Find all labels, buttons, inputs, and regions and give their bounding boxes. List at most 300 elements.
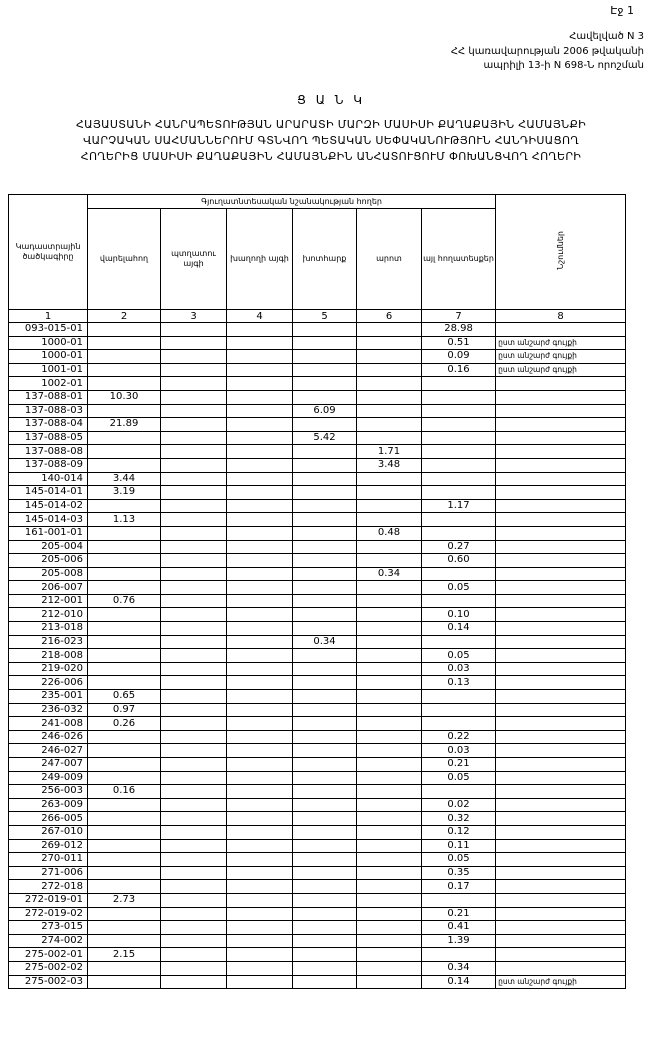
hayfield-cell [293, 513, 357, 527]
note-cell [496, 690, 626, 704]
orchard-cell [161, 703, 227, 717]
other-land-cell: 0.05 [422, 649, 496, 663]
hayfield-cell [293, 758, 357, 772]
other-land-cell: 0.11 [422, 839, 496, 853]
arable-cell [88, 730, 161, 744]
title-line-3: ՀՈՂԵՐԻՑ ՄԱՍԻՍԻ ՔԱՂԱՔԱՅԻՆ ՀԱՄԱՅՆՔԻՆ ԱՆՀԱՏՈՒՑՈՒՄ ՓՈԽԱՆՑՎՈՂ ՀՈՂԵՐԻ [80, 150, 582, 163]
other-land-cell [422, 893, 496, 907]
hayfield-cell [293, 554, 357, 568]
other-land-cell: 0.03 [422, 744, 496, 758]
table-row [9, 703, 626, 717]
pasture-cell: 0.34 [357, 567, 422, 581]
vineyard-cell [227, 975, 293, 989]
other-land-cell: 0.41 [422, 921, 496, 935]
pasture-cell [357, 744, 422, 758]
cadastral-code-cell: 256-003 [9, 785, 88, 799]
hayfield-cell [293, 567, 357, 581]
table-row [9, 622, 626, 636]
orchard-cell [161, 526, 227, 540]
other-land-cell [422, 404, 496, 418]
orchard-cell [161, 798, 227, 812]
orchard-cell [161, 825, 227, 839]
vineyard-cell [227, 662, 293, 676]
hayfield-cell [293, 377, 357, 391]
arable-cell [88, 853, 161, 867]
vineyard-cell [227, 853, 293, 867]
hayfield-cell [293, 594, 357, 608]
pasture-cell [357, 934, 422, 948]
arable-cell: 0.76 [88, 594, 161, 608]
orchard-cell [161, 323, 227, 337]
cadastral-code-cell: 226-006 [9, 676, 88, 690]
hayfield-cell [293, 717, 357, 731]
other-land-cell [422, 635, 496, 649]
note-cell: ըստ անշարժ գույքի [496, 975, 626, 989]
pasture-cell [357, 758, 422, 772]
table-row [9, 513, 626, 527]
arable-cell [88, 961, 161, 975]
orchard-cell [161, 758, 227, 772]
orchard-cell [161, 676, 227, 690]
pasture-cell [357, 499, 422, 513]
table-row [9, 350, 626, 364]
note-cell [496, 921, 626, 935]
vineyard-cell [227, 934, 293, 948]
note-cell [496, 839, 626, 853]
note-cell [496, 404, 626, 418]
cadastral-code-cell: 272-018 [9, 880, 88, 894]
arable-cell: 0.16 [88, 785, 161, 799]
hayfield-cell [293, 418, 357, 432]
note-cell [496, 567, 626, 581]
vineyard-cell [227, 390, 293, 404]
header-arable: վարելահող [88, 209, 161, 310]
note-cell [496, 499, 626, 513]
other-land-cell [422, 703, 496, 717]
note-cell [496, 418, 626, 432]
note-cell [496, 825, 626, 839]
vineyard-cell [227, 622, 293, 636]
header-notes-label: Նշումներ [555, 231, 565, 270]
arable-cell [88, 540, 161, 554]
table-row [9, 418, 626, 432]
table-row [9, 771, 626, 785]
pasture-cell [357, 676, 422, 690]
col-number: 5 [293, 310, 357, 323]
pasture-cell [357, 690, 422, 704]
hayfield-cell [293, 390, 357, 404]
hayfield-cell [293, 499, 357, 513]
arable-cell: 0.97 [88, 703, 161, 717]
orchard-cell [161, 785, 227, 799]
other-land-cell [422, 431, 496, 445]
other-land-cell [422, 948, 496, 962]
table-row [9, 676, 626, 690]
note-cell [496, 758, 626, 772]
pasture-cell [357, 812, 422, 826]
orchard-cell [161, 880, 227, 894]
table-row [9, 812, 626, 826]
table-row [9, 839, 626, 853]
note-cell [496, 513, 626, 527]
cadastral-code-cell: 205-008 [9, 567, 88, 581]
table-row [9, 853, 626, 867]
pasture-cell [357, 825, 422, 839]
cadastral-code-cell: 1001-01 [9, 363, 88, 377]
orchard-cell [161, 431, 227, 445]
vineyard-cell [227, 676, 293, 690]
arable-cell [88, 649, 161, 663]
other-land-cell [422, 458, 496, 472]
orchard-cell [161, 635, 227, 649]
cadastral-code-cell: 137-088-03 [9, 404, 88, 418]
note-cell [496, 785, 626, 799]
pasture-cell [357, 785, 422, 799]
orchard-cell [161, 921, 227, 935]
hayfield-cell [293, 608, 357, 622]
other-land-cell [422, 594, 496, 608]
vineyard-cell [227, 880, 293, 894]
hayfield-cell [293, 798, 357, 812]
vineyard-cell [227, 703, 293, 717]
arable-cell [88, 323, 161, 337]
col-number: 1 [9, 310, 88, 323]
orchard-cell [161, 486, 227, 500]
orchard-cell [161, 390, 227, 404]
cadastral-code-cell: 249-009 [9, 771, 88, 785]
orchard-cell [161, 839, 227, 853]
table-row [9, 758, 626, 772]
table-row [9, 431, 626, 445]
hayfield-cell [293, 785, 357, 799]
arable-cell [88, 336, 161, 350]
pasture-cell [357, 907, 422, 921]
pasture-cell [357, 839, 422, 853]
orchard-cell [161, 418, 227, 432]
cadastral-code-cell: 1000-01 [9, 336, 88, 350]
table-row [9, 363, 626, 377]
table-row [9, 567, 626, 581]
cadastral-code-cell: 272-019-02 [9, 907, 88, 921]
other-land-cell [422, 472, 496, 486]
cadastral-code-cell: 273-015 [9, 921, 88, 935]
table-row [9, 662, 626, 676]
cadastral-code-cell: 205-004 [9, 540, 88, 554]
other-land-cell: 0.12 [422, 825, 496, 839]
other-land-cell: 0.17 [422, 880, 496, 894]
vineyard-cell [227, 363, 293, 377]
vineyard-cell [227, 961, 293, 975]
hayfield-cell [293, 581, 357, 595]
hayfield-cell: 5.42 [293, 431, 357, 445]
note-cell [496, 961, 626, 975]
orchard-cell [161, 404, 227, 418]
arable-cell [88, 404, 161, 418]
orchard-cell [161, 812, 227, 826]
orchard-cell [161, 458, 227, 472]
hayfield-cell [293, 839, 357, 853]
table-row [9, 499, 626, 513]
vineyard-cell [227, 486, 293, 500]
arable-cell: 2.15 [88, 948, 161, 962]
arable-cell [88, 635, 161, 649]
land-table [8, 194, 626, 989]
vineyard-cell [227, 554, 293, 568]
note-cell [496, 594, 626, 608]
note-cell [496, 635, 626, 649]
table-row [9, 594, 626, 608]
pasture-cell [357, 513, 422, 527]
pasture-cell [357, 431, 422, 445]
table-row [9, 323, 626, 337]
pasture-cell [357, 703, 422, 717]
cadastral-code-cell: 137-088-08 [9, 445, 88, 459]
other-land-cell: 0.22 [422, 730, 496, 744]
hayfield-cell: 6.09 [293, 404, 357, 418]
hayfield-cell [293, 363, 357, 377]
cadastral-code-cell: 093-015-01 [9, 323, 88, 337]
orchard-cell [161, 690, 227, 704]
vineyard-cell [227, 717, 293, 731]
vineyard-cell [227, 948, 293, 962]
cadastral-code-cell: 236-032 [9, 703, 88, 717]
arable-cell [88, 554, 161, 568]
note-cell [496, 486, 626, 500]
pasture-cell [357, 472, 422, 486]
cadastral-code-cell: 246-026 [9, 730, 88, 744]
cadastral-code-cell: 247-007 [9, 758, 88, 772]
note-cell [496, 771, 626, 785]
vineyard-cell [227, 350, 293, 364]
vineyard-cell [227, 499, 293, 513]
header-vineyard: խաղողի այգի [227, 209, 293, 310]
note-cell [496, 703, 626, 717]
table-row [9, 608, 626, 622]
appendix-label: Հավելված N 3 [569, 31, 644, 42]
page-number: Էջ 1 [610, 4, 634, 17]
cadastral-code-cell: 161-001-01 [9, 526, 88, 540]
table-row [9, 730, 626, 744]
table-row [9, 486, 626, 500]
table-row [9, 934, 626, 948]
vineyard-cell [227, 730, 293, 744]
pasture-cell [357, 717, 422, 731]
cadastral-code-cell: 145-014-02 [9, 499, 88, 513]
pasture-cell: 0.48 [357, 526, 422, 540]
title-line-1: ՀԱՅԱՍՏԱՆԻ ՀԱՆՐԱՊԵՏՈՒԹՅԱՆ ԱՐԱՐԱՏԻ ՄԱՐԶԻ ՄԱՍԻՍԻ ՔԱՂԱՔԱՅԻՆ ՀԱՄԱՅՆՔԻ [75, 118, 587, 131]
table-row [9, 921, 626, 935]
hayfield-cell [293, 526, 357, 540]
table-row [9, 948, 626, 962]
arable-cell [88, 377, 161, 391]
note-cell [496, 649, 626, 663]
other-land-cell [422, 690, 496, 704]
other-land-cell [422, 526, 496, 540]
table-row [9, 961, 626, 975]
pasture-cell [357, 893, 422, 907]
table-row [9, 635, 626, 649]
other-land-cell [422, 390, 496, 404]
table-row [9, 526, 626, 540]
cadastral-code-cell: 137-088-09 [9, 458, 88, 472]
table-row [9, 445, 626, 459]
arable-cell [88, 445, 161, 459]
note-cell [496, 431, 626, 445]
vineyard-cell [227, 336, 293, 350]
orchard-cell [161, 744, 227, 758]
cadastral-code-cell: 137-088-05 [9, 431, 88, 445]
arable-cell [88, 581, 161, 595]
orchard-cell [161, 662, 227, 676]
hayfield-cell [293, 662, 357, 676]
arable-cell [88, 839, 161, 853]
pasture-cell [357, 771, 422, 785]
vineyard-cell [227, 635, 293, 649]
hayfield-cell [293, 771, 357, 785]
other-land-cell: 1.39 [422, 934, 496, 948]
other-land-cell: 0.35 [422, 866, 496, 880]
pasture-cell [357, 594, 422, 608]
cadastral-code-cell: 213-018 [9, 622, 88, 636]
other-land-cell [422, 486, 496, 500]
cadastral-code-cell: 267-010 [9, 825, 88, 839]
orchard-cell [161, 445, 227, 459]
other-land-cell: 0.60 [422, 554, 496, 568]
note-cell [496, 472, 626, 486]
other-land-cell: 0.14 [422, 975, 496, 989]
arable-cell [88, 676, 161, 690]
arable-cell [88, 798, 161, 812]
pasture-cell [357, 798, 422, 812]
decision-line-1: ՀՀ կառավարության 2006 թվականի [450, 46, 644, 57]
col-number: 8 [496, 310, 626, 323]
arable-cell [88, 458, 161, 472]
arable-cell [88, 771, 161, 785]
pasture-cell [357, 608, 422, 622]
hayfield-cell [293, 703, 357, 717]
cadastral-code-cell: 1002-01 [9, 377, 88, 391]
other-land-cell: 0.05 [422, 771, 496, 785]
cadastral-code-cell: 241-008 [9, 717, 88, 731]
cadastral-code-cell: 219-020 [9, 662, 88, 676]
hayfield-cell [293, 445, 357, 459]
note-cell [496, 676, 626, 690]
cadastral-code-cell: 246-027 [9, 744, 88, 758]
table-row [9, 785, 626, 799]
table-row [9, 472, 626, 486]
arable-cell [88, 907, 161, 921]
hayfield-cell [293, 893, 357, 907]
arable-cell [88, 880, 161, 894]
cadastral-code-cell: 272-019-01 [9, 893, 88, 907]
other-land-cell: 0.27 [422, 540, 496, 554]
note-cell [496, 323, 626, 337]
arable-cell [88, 758, 161, 772]
other-land-cell: 0.32 [422, 812, 496, 826]
orchard-cell [161, 948, 227, 962]
table-row [9, 581, 626, 595]
note-cell [496, 812, 626, 826]
table-row [9, 336, 626, 350]
note-cell [496, 948, 626, 962]
arable-cell [88, 363, 161, 377]
note-cell [496, 934, 626, 948]
pasture-cell [357, 866, 422, 880]
arable-cell [88, 567, 161, 581]
vineyard-cell [227, 839, 293, 853]
note-cell [496, 622, 626, 636]
cadastral-code-cell: 137-088-04 [9, 418, 88, 432]
vineyard-cell [227, 893, 293, 907]
pasture-cell [357, 554, 422, 568]
hayfield-cell [293, 934, 357, 948]
col-number: 3 [161, 310, 227, 323]
pasture-cell [357, 961, 422, 975]
arable-cell: 10.30 [88, 390, 161, 404]
other-land-cell: 0.02 [422, 798, 496, 812]
other-land-cell: 0.21 [422, 758, 496, 772]
orchard-cell [161, 336, 227, 350]
header-cadastral-code: Կադաստրային ծածկագիրը [9, 195, 88, 310]
header-agricultural-land: Գյուղատնտեսական նշանակության հողեր [88, 195, 496, 209]
pasture-cell [357, 404, 422, 418]
note-cell [496, 866, 626, 880]
pasture-cell: 3.48 [357, 458, 422, 472]
other-land-cell: 0.13 [422, 676, 496, 690]
header-hayfield: խոտհարք [293, 209, 357, 310]
other-land-cell [422, 717, 496, 731]
table-row [9, 975, 626, 989]
orchard-cell [161, 907, 227, 921]
orchard-cell [161, 853, 227, 867]
pasture-cell [357, 649, 422, 663]
other-land-cell: 0.14 [422, 622, 496, 636]
vineyard-cell [227, 771, 293, 785]
arable-cell: 2.73 [88, 893, 161, 907]
note-cell [496, 730, 626, 744]
pasture-cell [357, 975, 422, 989]
arable-cell [88, 608, 161, 622]
cadastral-code-cell: 218-008 [9, 649, 88, 663]
note-cell [496, 662, 626, 676]
hayfield-cell [293, 961, 357, 975]
col-number: 6 [357, 310, 422, 323]
orchard-cell [161, 975, 227, 989]
other-land-cell: 0.03 [422, 662, 496, 676]
orchard-cell [161, 554, 227, 568]
table-row [9, 690, 626, 704]
pasture-cell [357, 581, 422, 595]
vineyard-cell [227, 649, 293, 663]
hayfield-cell [293, 350, 357, 364]
note-cell [496, 907, 626, 921]
header-notes [496, 195, 626, 310]
note-cell [496, 717, 626, 731]
column-number-row [9, 310, 626, 323]
arable-cell [88, 825, 161, 839]
pasture-cell [357, 350, 422, 364]
cadastral-code-cell: 270-011 [9, 853, 88, 867]
arable-cell [88, 975, 161, 989]
vineyard-cell [227, 907, 293, 921]
orchard-cell [161, 540, 227, 554]
other-land-cell [422, 418, 496, 432]
arable-cell [88, 934, 161, 948]
arable-cell [88, 662, 161, 676]
pasture-cell [357, 363, 422, 377]
col-number: 2 [88, 310, 161, 323]
note-cell: ըստ անշարժ գույքի [496, 336, 626, 350]
